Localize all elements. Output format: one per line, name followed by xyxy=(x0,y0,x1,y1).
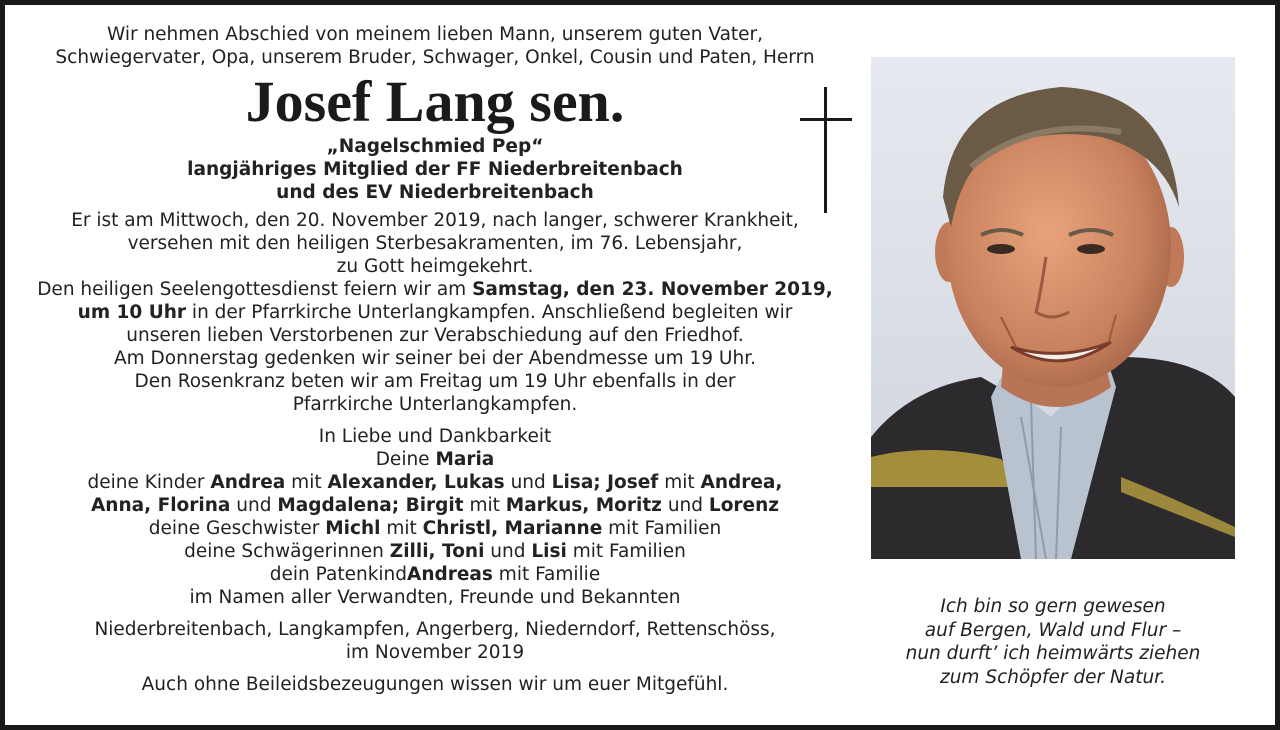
intro-line-2: Schwiegervater, Opa, unserem Bruder, Schwager, Onkel, Cousin und Paten, Herrn xyxy=(55,47,815,68)
family-children-1: deine Kinder Andrea mit Alexander, Lukas und Lisa; Josef mit Andrea, xyxy=(87,472,783,493)
service-date: Samstag, den 23. November 2019, xyxy=(472,279,833,300)
family-others: im Namen aller Verwandten, Freunde und Bekannten xyxy=(189,587,681,608)
family-wife: Deine Maria xyxy=(375,449,495,470)
membership-line-2: und des EV Niederbreitenbach xyxy=(276,182,594,203)
obituary-text xyxy=(25,23,845,696)
poem-line: Ich bin so gern gewesen xyxy=(940,596,1166,617)
family-godchild: dein PatenkindAndreas mit Familie xyxy=(269,564,601,585)
deceased-name: Josef Lang sen. xyxy=(245,69,625,134)
service-line-4: Am Donnerstag gedenken wir seiner bei der Abendmesse um 19 Uhr. xyxy=(114,348,756,369)
service-time: um 10 Uhr xyxy=(77,302,187,323)
service-line-3: unseren lieben Verstorbenen zur Verabschiedung auf den Friedhof. xyxy=(126,325,744,346)
service-line-6: Pfarrkirche Unterlangkampfen. xyxy=(292,394,578,415)
places-line-2: im November 2019 xyxy=(345,642,525,663)
service-line-2: um 10 Uhr in der Pfarrkirche Unterlangkampfen. Anschließend begleiten wir xyxy=(77,302,793,323)
poem-line: nun durft’ ich heimwärts ziehen xyxy=(905,643,1201,664)
poem xyxy=(871,595,1235,689)
service-line-5: Den Rosenkranz beten wir am Freitag um 19 Uhr ebenfalls in der xyxy=(134,371,736,392)
poem-line: zum Schöpfer der Natur. xyxy=(940,666,1166,688)
membership-line-1: langjähriges Mitglied der FF Niederbreitenbach xyxy=(187,159,683,180)
intro-line-1: Wir nehmen Abschied von meinem lieben Mann, unserem guten Vater, xyxy=(106,24,764,45)
service-line-1: Den heiligen Seelengottesdienst feiern wir am Samstag, den 23. November 2019, xyxy=(37,279,833,300)
family-children-2: Anna, Florina und Magdalena; Birgit mit Markus, Moritz und Lorenz xyxy=(90,495,780,516)
closing-line: Auch ohne Beileidsbezeugungen wissen wir um euer Mitgefühl. xyxy=(141,674,729,695)
cross-icon xyxy=(800,87,852,213)
family-siblings: deine Geschwister Michl mit Christl, Marianne mit Familien xyxy=(148,518,722,539)
portrait-photo xyxy=(871,57,1235,559)
nickname: „Nagelschmied Pep“ xyxy=(326,136,544,157)
death-line-3: zu Gott heimgekehrt. xyxy=(336,256,534,277)
places-line-1: Niederbreitenbach, Langkampfen, Angerberg, Niederndorf, Rettenschöss, xyxy=(94,619,776,640)
family-inlaws: deine Schwägerinnen Zilli, Toni und Lisi mit Familien xyxy=(184,541,686,562)
poem-line: auf Bergen, Wald und Flur – xyxy=(924,619,1182,641)
family-intro: In Liebe und Dankbarkeit xyxy=(318,426,552,447)
death-line-2: versehen mit den heiligen Sterbesakramenten, im 76. Lebensjahr, xyxy=(127,233,743,254)
death-line-1: Er ist am Mittwoch, den 20. November 2019, nach langer, schwerer Krankheit, xyxy=(71,210,799,231)
